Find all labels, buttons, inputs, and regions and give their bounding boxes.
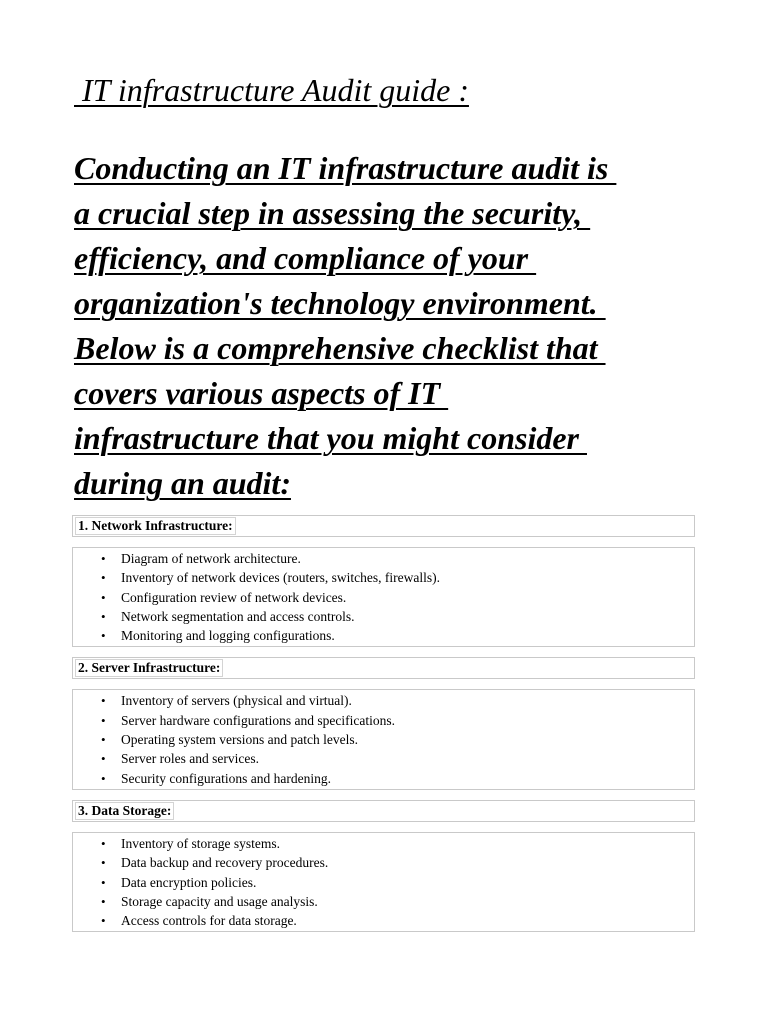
bullet-icon: • [101, 608, 106, 624]
checklist [73, 691, 694, 787]
list-item [101, 749, 694, 768]
list-item [101, 873, 694, 892]
list-item-text: Server hardware configurations and specifications. [121, 712, 396, 728]
intro-paragraph [74, 146, 714, 506]
list-item-text: Inventory of servers (physical and virtual). [121, 693, 352, 709]
bullet-icon: • [101, 589, 106, 605]
list-item [101, 730, 694, 749]
list-item [101, 626, 694, 645]
bullet-icon: • [101, 712, 106, 728]
intro-line: infrastructure that you might consider [74, 420, 587, 456]
bullet-icon: • [101, 732, 106, 748]
intro-line: Conducting an IT infrastructure audit is [74, 150, 617, 186]
bullet-icon: • [101, 570, 106, 586]
list-item-text: Network segmentation and access controls. [121, 608, 355, 624]
list-item-text: Diagram of network architecture. [121, 551, 301, 566]
document-title: IT infrastructure Audit guide : [74, 72, 469, 108]
checklist [73, 549, 694, 645]
checklist-sections [72, 515, 695, 942]
list-item [101, 711, 694, 730]
bullet-icon: • [101, 693, 106, 709]
section-heading-box [72, 657, 695, 679]
section-heading: 1. Network Infrastructure: [75, 517, 236, 535]
bullet-icon: • [101, 913, 106, 929]
bullet-icon: • [101, 893, 106, 909]
intro-line: covers various aspects of IT [74, 375, 449, 411]
intro-line: Below is a comprehensive checklist that [74, 330, 606, 366]
list-item-text: Operating system versions and patch levels. [121, 732, 358, 748]
list-item-text: Inventory of storage systems. [121, 835, 280, 851]
bullet-icon: • [101, 874, 106, 890]
intro-line: a crucial step in assessing the security, [74, 195, 591, 231]
list-item [101, 568, 694, 587]
list-item [101, 588, 694, 607]
list-item-text: Access controls for data storage. [121, 913, 297, 929]
bullet-icon: • [101, 835, 106, 851]
section-list-box [72, 547, 695, 647]
bullet-icon: • [101, 770, 106, 786]
bullet-icon: • [101, 751, 106, 767]
section-heading: 3. Data Storage: [75, 802, 174, 820]
list-item-text: Security configurations and hardening. [121, 770, 331, 786]
bullet-icon: • [101, 855, 106, 871]
list-item [101, 769, 694, 788]
list-item-text: Configuration review of network devices. [121, 589, 347, 605]
list-item [101, 853, 694, 872]
list-item-text: Data backup and recovery procedures. [121, 855, 329, 871]
list-item-text: Inventory of network devices (routers, switches, firewalls). [121, 570, 441, 586]
intro-line: during an audit: [74, 465, 291, 501]
list-item-text: Monitoring and logging configurations. [121, 628, 335, 644]
list-item [101, 691, 694, 710]
list-item [101, 607, 694, 626]
intro-line: efficiency, and compliance of your [74, 240, 537, 276]
checklist [73, 834, 694, 930]
section-heading-box [72, 800, 695, 822]
section-heading-box [72, 515, 695, 537]
bullet-icon: • [101, 551, 106, 566]
list-item-text: Server roles and services. [121, 751, 259, 767]
section-heading: 2. Server Infrastructure: [75, 659, 223, 677]
section-list-box [72, 689, 695, 789]
list-item [101, 549, 694, 568]
list-item [101, 834, 694, 853]
intro-line: organization's technology environment. [74, 285, 606, 321]
list-item-text: Data encryption policies. [121, 874, 257, 890]
section-list-box [72, 832, 695, 932]
list-item [101, 892, 694, 911]
list-item-text: Storage capacity and usage analysis. [121, 893, 318, 909]
bullet-icon: • [101, 628, 106, 644]
list-item [101, 911, 694, 930]
